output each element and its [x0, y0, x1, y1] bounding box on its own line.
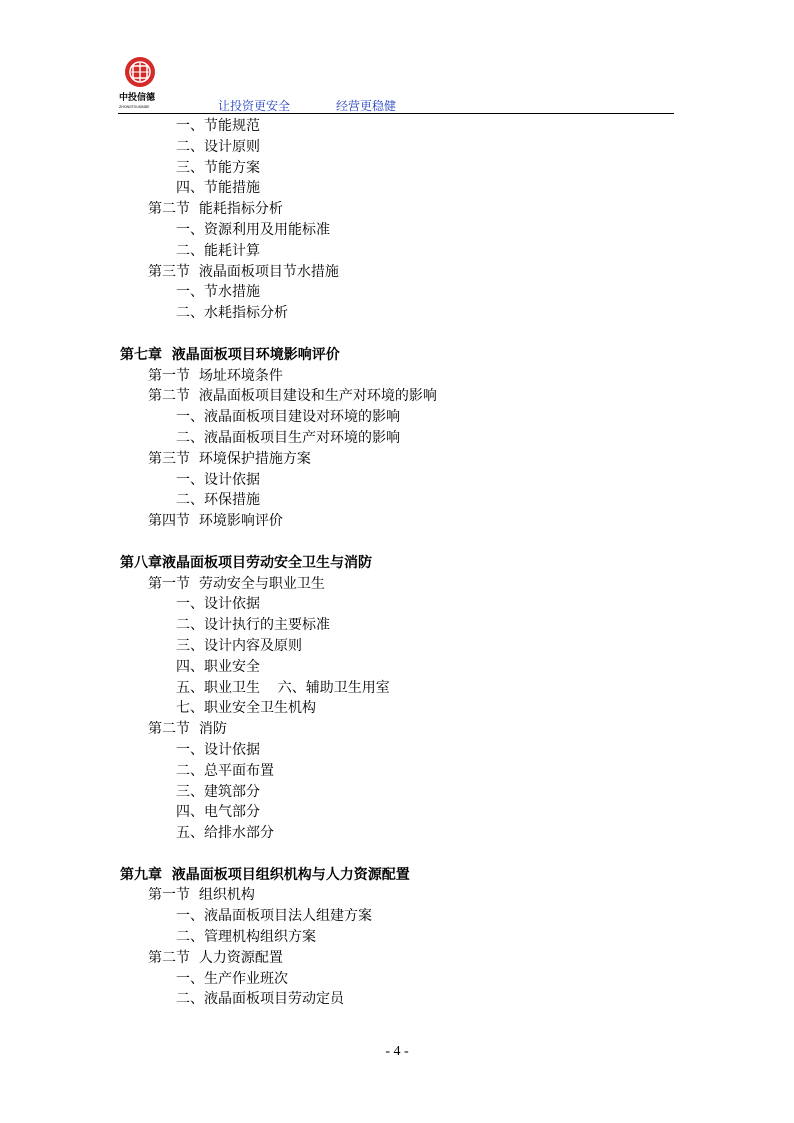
- toc-section: 第二节 消防: [148, 721, 227, 738]
- tagline-left: 让投资更安全: [218, 99, 291, 113]
- toc-subsection: 二、环保措施: [176, 492, 260, 509]
- header-divider: [118, 113, 674, 114]
- toc-subsection: 五、职业卫生 六、辅助卫生用室: [176, 679, 390, 696]
- toc-subsection: 一、设计依据: [176, 596, 260, 613]
- toc-spacer: [120, 532, 680, 553]
- toc-chapter: 第七章 液晶面板项目环境影响评价: [120, 346, 340, 363]
- toc-subsection: 二、水耗指标分析: [176, 305, 288, 322]
- toc-subsection: 一、液晶面板项目法人组建方案: [176, 908, 372, 925]
- toc-subsection: 一、节能规范: [176, 118, 260, 134]
- toc-subsection: 四、职业安全: [176, 658, 260, 675]
- toc-subsection: 四、节能措施: [176, 180, 260, 197]
- toc-subsection: 二、能耗计算: [176, 242, 260, 259]
- toc-section: 第二节 人力资源配置: [148, 949, 283, 966]
- toc-section: 第二节 液晶面板项目建设和生产对环境的影响: [148, 388, 437, 405]
- toc-chapter: 第八章液晶面板项目劳动安全卫生与消防: [120, 554, 372, 571]
- toc-subsection: 五、给排水部分: [176, 825, 274, 842]
- toc-subsection: 七、职业安全卫生机构: [176, 700, 316, 717]
- toc-section: 第一节 场址环境条件: [148, 367, 283, 384]
- toc-section: 第四节 环境影响评价: [148, 513, 283, 530]
- page-header: [118, 52, 674, 115]
- logo-text: 中投信德: [119, 93, 156, 103]
- toc-subsection: 二、总平面布置: [176, 762, 274, 779]
- tagline-right: 经营更稳健: [336, 99, 397, 113]
- toc-subsection: 一、设计依据: [176, 741, 260, 758]
- company-logo: [118, 52, 168, 112]
- table-of-contents: [120, 116, 680, 1010]
- toc-subsection: 二、液晶面板项目劳动定员: [176, 991, 344, 1008]
- toc-section: 第二节 能耗指标分析: [148, 201, 283, 218]
- toc-spacer: [120, 324, 680, 345]
- toc-subsection: 三、建筑部分: [176, 783, 260, 800]
- toc-subsection: 一、生产作业班次: [176, 970, 288, 987]
- toc-subsection: 二、设计执行的主要标准: [176, 617, 330, 634]
- page-number: - 4 -: [385, 1044, 409, 1059]
- toc-subsection: 一、液晶面板项目建设对环境的影响: [176, 409, 400, 426]
- toc-section: 第一节 劳动安全与职业卫生: [148, 575, 325, 592]
- toc-subsection: 四、电气部分: [176, 804, 260, 821]
- toc-section: 第一节 组织机构: [148, 887, 255, 904]
- toc-chapter: 第九章 液晶面板项目组织机构与人力资源配置: [120, 866, 410, 883]
- toc-subsection: 二、管理机构组织方案: [176, 929, 316, 946]
- toc-subsection: 一、节水措施: [176, 284, 260, 301]
- logo-subtext: ZHONGTOUXINDE: [119, 105, 150, 109]
- toc-subsection: 一、设计依据: [176, 471, 260, 488]
- toc-subsection: 一、资源利用及用能标准: [176, 221, 330, 238]
- toc-spacer: [120, 844, 680, 865]
- toc-section: 第三节 液晶面板项目节水措施: [148, 263, 339, 280]
- toc-subsection: 二、液晶面板项目生产对环境的影响: [176, 429, 400, 446]
- toc-subsection: 三、节能方案: [176, 159, 260, 176]
- toc-section: 第三节 环境保护措施方案: [148, 450, 311, 467]
- toc-subsection: 三、设计内容及原则: [176, 637, 302, 654]
- toc-subsection: 二、设计原则: [176, 138, 260, 155]
